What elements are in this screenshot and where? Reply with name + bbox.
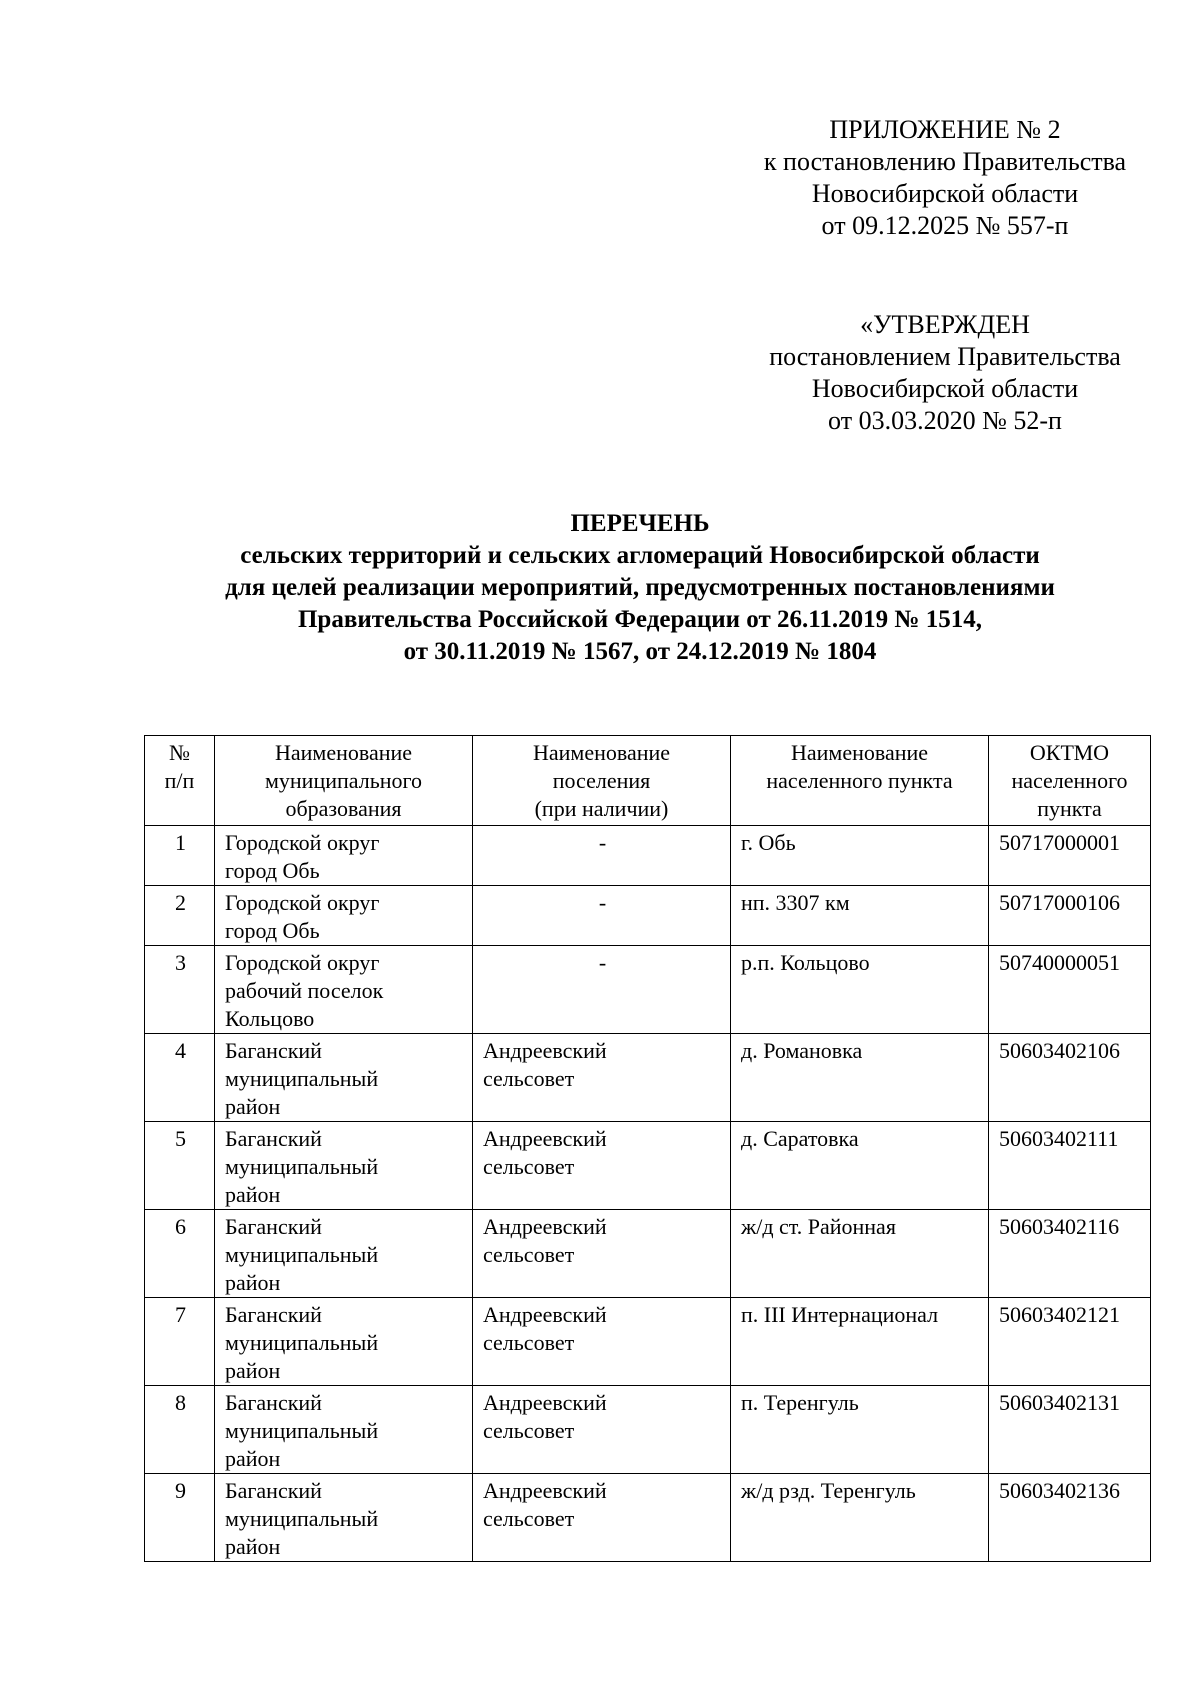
header-municipality: Наименование муниципального образования (215, 736, 473, 826)
table-row (145, 1386, 1151, 1474)
approval-stamp-text (710, 309, 1180, 437)
cell-settlement: Андреевский сельсовет (473, 1298, 731, 1386)
document-title (140, 508, 1140, 668)
cell-municipality: Баганский муниципальный район (215, 1298, 473, 1386)
cell-oktmo: 50717000001 (989, 826, 1151, 886)
cell-locality: ж/д рзд. Теренгуль (731, 1474, 989, 1562)
cell-settlement: - (473, 826, 731, 886)
header-num: № п/п (145, 736, 215, 826)
cell-locality: г. Обь (731, 826, 989, 886)
cell-num: 9 (145, 1474, 215, 1562)
cell-num: 7 (145, 1298, 215, 1386)
cell-municipality: Городской округ рабочий поселок Кольцово (215, 946, 473, 1034)
cell-municipality: Баганский муниципальный район (215, 1122, 473, 1210)
approval-line: «УТВЕРЖДЕН (860, 310, 1030, 339)
cell-settlement: Андреевский сельсовет (473, 1386, 731, 1474)
cell-num: 2 (145, 886, 215, 946)
cell-num: 1 (145, 826, 215, 886)
cell-num: 4 (145, 1034, 215, 1122)
cell-oktmo: 50603402121 (989, 1298, 1151, 1386)
cell-municipality: Баганский муниципальный район (215, 1034, 473, 1122)
territories-table (144, 735, 1151, 1562)
cell-settlement: Андреевский сельсовет (473, 1122, 731, 1210)
cell-oktmo: 50717000106 (989, 886, 1151, 946)
header-locality: Наименование населенного пункта (731, 736, 989, 826)
table-row (145, 1298, 1151, 1386)
cell-oktmo: 50603402106 (989, 1034, 1151, 1122)
header-settlement: Наименование поселения (при наличии) (473, 736, 731, 826)
cell-oktmo: 50603402131 (989, 1386, 1151, 1474)
cell-municipality: Городской округ город Обь (215, 826, 473, 886)
cell-locality: р.п. Кольцово (731, 946, 989, 1034)
table-row (145, 946, 1151, 1034)
title-line: сельских территорий и сельских агломераций Новосибирской области (240, 542, 1040, 569)
cell-oktmo: 50603402136 (989, 1474, 1151, 1562)
cell-num: 5 (145, 1122, 215, 1210)
table-header-row (145, 736, 1151, 826)
approval-line: Новосибирской области (811, 374, 1079, 403)
approval-line: от 03.03.2020 № 52-п (828, 406, 1062, 435)
cell-locality: нп. 3307 км (731, 886, 989, 946)
table-row (145, 1210, 1151, 1298)
attachment-header (705, 114, 1185, 242)
table-row (145, 1122, 1151, 1210)
cell-num: 8 (145, 1386, 215, 1474)
table-row (145, 826, 1151, 886)
title-line: для целей реализации мероприятий, предусмотренных постановлениями (225, 574, 1055, 601)
cell-oktmo: 50740000051 (989, 946, 1151, 1034)
cell-num: 3 (145, 946, 215, 1034)
attachment-line: Новосибирской области (811, 179, 1079, 208)
header-oktmo: ОКТМО населенного пункта (989, 736, 1151, 826)
cell-locality: ж/д ст. Районная (731, 1210, 989, 1298)
cell-locality: д. Саратовка (731, 1122, 989, 1210)
title-line: ПЕРЕЧЕНЬ (570, 510, 710, 537)
cell-num: 6 (145, 1210, 215, 1298)
cell-locality: д. Романовка (731, 1034, 989, 1122)
approval-line: постановлением Правительства (769, 342, 1121, 371)
title-line: от 30.11.2019 № 1567, от 24.12.2019 № 1804 (403, 638, 877, 665)
attachment-line: к постановлению Правительства (763, 147, 1127, 176)
title-line: Правительства Российской Федерации от 26.11.2019 № 1514, (297, 606, 983, 633)
table-row (145, 1474, 1151, 1562)
table-row (145, 886, 1151, 946)
cell-municipality: Баганский муниципальный район (215, 1210, 473, 1298)
cell-locality: п. III Интернационал (731, 1298, 989, 1386)
cell-settlement: - (473, 886, 731, 946)
cell-settlement: Андреевский сельсовет (473, 1034, 731, 1122)
cell-settlement: Андреевский сельсовет (473, 1210, 731, 1298)
cell-municipality: Баганский муниципальный район (215, 1474, 473, 1562)
cell-municipality: Городской округ город Обь (215, 886, 473, 946)
attachment-line: от 09.12.2025 № 557-п (821, 211, 1069, 240)
attachment-line: ПРИЛОЖЕНИЕ № 2 (829, 115, 1061, 144)
cell-locality: п. Теренгуль (731, 1386, 989, 1474)
cell-settlement: Андреевский сельсовет (473, 1474, 731, 1562)
cell-oktmo: 50603402111 (989, 1122, 1151, 1210)
cell-oktmo: 50603402116 (989, 1210, 1151, 1298)
cell-settlement: - (473, 946, 731, 1034)
table-row (145, 1034, 1151, 1122)
cell-municipality: Баганский муниципальный район (215, 1386, 473, 1474)
